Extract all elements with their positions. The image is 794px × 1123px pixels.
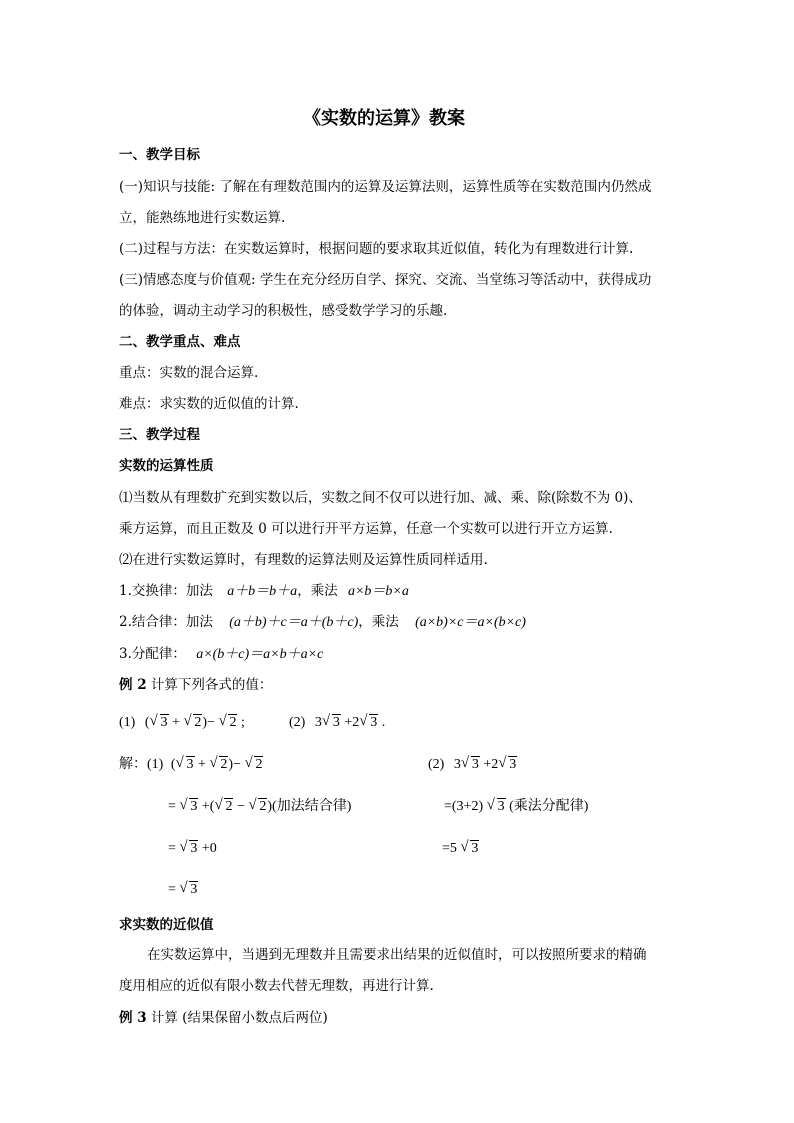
law-associative-mul: (a×b)×c＝a×(b×c) [415, 615, 526, 630]
section-heading-objectives: 一、教学目标 [119, 147, 200, 163]
example-2-prompt [119, 676, 272, 694]
property-2: ⑵在进行实数运算时，有理数的运算法则及运算性质同样适用. [119, 552, 488, 568]
approximation-line1: 在实数运算中，当遇到无理数并且需要求出结果的近似值时，可以按照所要求的精确 [147, 947, 647, 963]
solution-1-line1: 解：(1) (√ 3 + √ 2)− √ 2 [119, 755, 263, 774]
key-point: 重点：实数的混合运算. [119, 365, 259, 381]
law-commutative-mid: ，乘法 [297, 583, 338, 599]
law-distributive [119, 645, 323, 664]
example-2-question-1: (1) (√ 3 + √ 2)− √ 2 ; [119, 713, 245, 732]
approximation-line2: 度用相应的近似有限小数去代替无理数，再进行计算. [119, 978, 434, 994]
subheading-properties: 实数的运算性质 [119, 458, 214, 474]
solution-1-line3: = √ 3 +0 [168, 839, 217, 858]
note-associative: (加法结合律) [272, 799, 352, 814]
solution-2-label: (2) [428, 757, 445, 772]
example-2-label: 例 2 [119, 677, 147, 693]
example-3-label: 例 3 [119, 1010, 147, 1026]
law-commutative-label: 1.交换律：加法 [119, 583, 213, 599]
document-title: 《实数的运算》教案 [303, 108, 465, 129]
solution-2-line3: =5 √ 3 [442, 839, 479, 858]
q2-label: (2) [289, 715, 306, 730]
objective-knowledge-line2: 立，能熟练地进行实数运算. [119, 210, 286, 226]
example-2-question-2: (2) 3√ 3 +2√ 3 . [289, 713, 385, 732]
law-commutative-add: a＋b＝b＋a [227, 584, 298, 599]
q1-label: (1) [119, 715, 136, 730]
law-commutative [119, 582, 409, 601]
law-associative-add: (a＋b)＋c＝a＋(b＋c) [229, 615, 359, 630]
section-heading-key-points: 二、教学重点、难点 [119, 334, 241, 350]
law-distributive-label: 3.分配律： [119, 646, 186, 662]
example-3-text: 计算 (结果保留小数点后两位) [150, 1010, 328, 1026]
section-heading-process: 三、教学过程 [119, 427, 200, 443]
solution-2-line2: =(3+2) √ 3 (乘法分配律) [444, 797, 588, 816]
solution-1-line2: = √ 3 +(√ 2 − √ 2)(加法结合律) [168, 797, 351, 816]
law-associative [119, 613, 526, 632]
solution-label: 解：(1) [119, 757, 164, 772]
law-associative-label: 2.结合律：加法 [119, 614, 213, 630]
difficult-point: 难点：求实数的近似值的计算. [119, 396, 299, 412]
objective-knowledge-line1: (一)知识与技能: 了解在有理数范围内的运算及运算法则，运算性质等在实数范围内仍然成 [119, 179, 652, 195]
objective-process: (二)过程与方法：在实数运算时，根据问题的要求取其近似值，转化为有理数进行计算. [119, 241, 634, 257]
law-distributive-expr: a×(b＋c)＝a×b＋a×c [196, 647, 324, 662]
objective-attitude-line1: (三)情感态度与价值观: 学生在充分经历自学、探究、交流、当堂练习等活动中，获得成功 [119, 272, 652, 288]
note-distributive: (乘法分配律) [509, 799, 589, 814]
solution-1-line4: = √ 3 [168, 880, 198, 899]
example-3-prompt [119, 1009, 328, 1027]
law-commutative-mul: a×b＝b×a [347, 584, 409, 599]
solution-2-line1: (2) 3√ 3 +2√ 3 [428, 755, 517, 774]
example-2-text: 计算下列各式的值： [150, 677, 273, 693]
law-associative-mid: ，乘法 [358, 614, 399, 630]
property-1-line1: ⑴当数从有理数扩充到实数以后，实数之间不仅可以进行加、减、乘、除(除数不为 0)、 [119, 490, 642, 506]
objective-attitude-line2: 的体验，调动主动学习的积极性，感受数学学习的乐趣. [119, 303, 448, 319]
subheading-approximation: 求实数的近似值 [119, 917, 214, 933]
property-1-line2: 乘方运算，而且正数及 0 可以进行开平方运算，任意一个实数可以进行开立方运算. [119, 521, 613, 537]
